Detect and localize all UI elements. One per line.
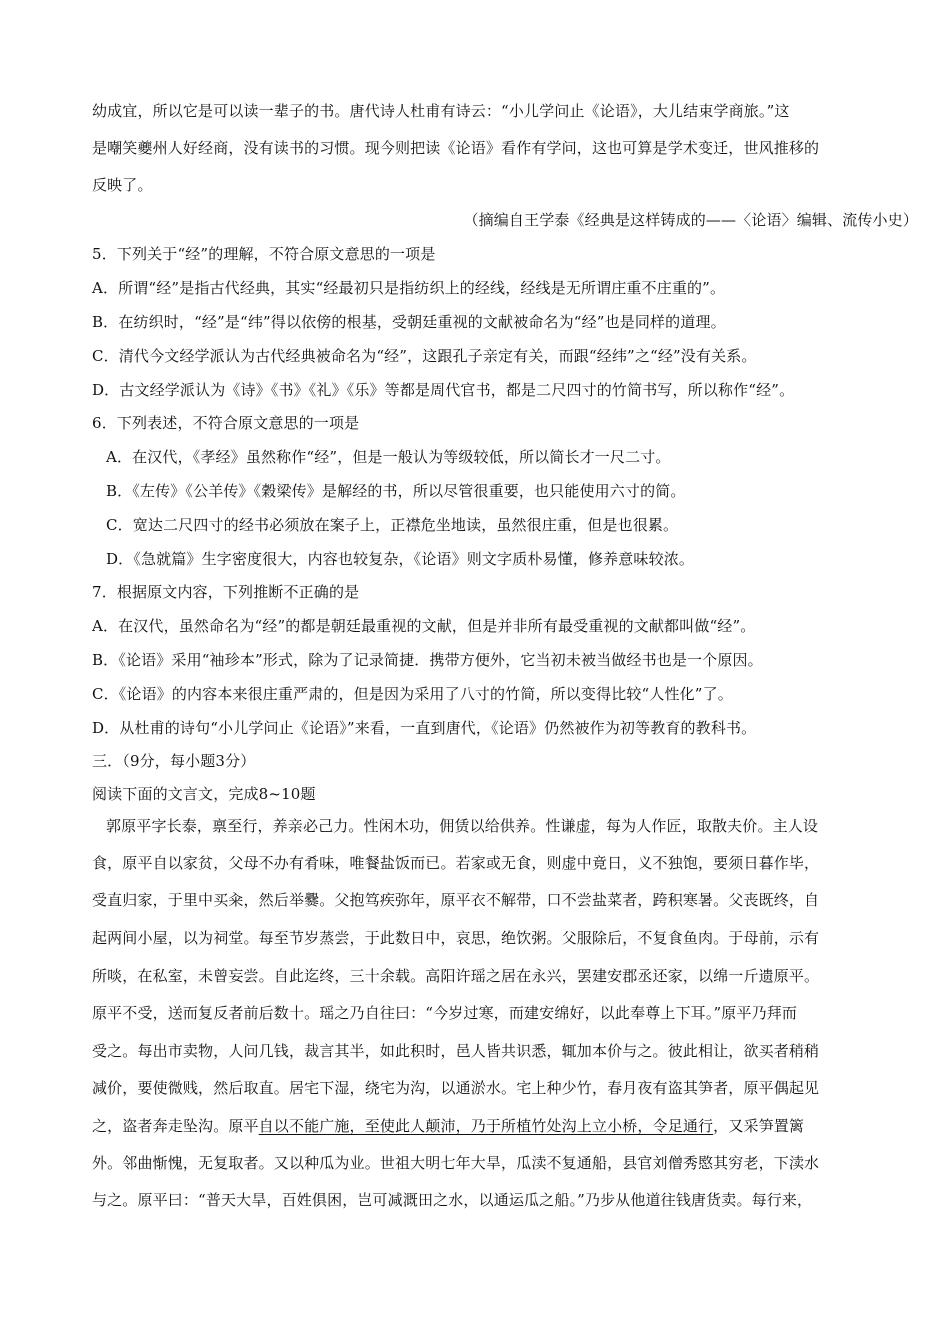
passage-line-3: 反映了。 [92,176,153,194]
question-5-stem: 5．下列关于“经”的理解，不符合原文意思的一项是 [92,245,436,263]
classical-text-line-9 [92,1116,922,1136]
question-6-option-c: C．宽达二尺四寸的经书必须放在案子上，正襟危坐地读，虽然很庄重，但是也很累。 [106,516,679,534]
question-6-stem: 6．下列表述，不符合原文意思的一项是 [92,414,360,432]
question-6-option-d: D．《急就篇》生字密度很大，内容也较复杂，《论语》则文字质朴易懂，修养意味较浓。 [106,550,695,568]
passage-source: （摘编自王学泰《经典是这样铸成的——〈论语〉编辑、流传小史） [463,211,918,229]
classical-text-line-9-start: 之，盗者奔走坠沟。原平 [92,1117,259,1135]
question-7-option-c: C．《论语》的内容本来很庄重严肃的，但是因为采用了八寸的竹简，所以变得比较“人性化”了。 [92,685,733,703]
question-5-option-a: A．所谓“经”是指古代经典，其实“经最初只是指纺织上的经线，经线是无所谓庄重不庄重的”。 [92,279,726,297]
question-6-option-a: A．在汉代，《孝经》虽然称作“经”，但是一般认为等级较低，所以简长才一尺二寸。 [106,448,671,466]
classical-text-line-11: 与之。原平曰：“普天大旱，百姓俱困，岂可减溉田之水，以通运瓜之船。”乃步从他道往钱唐货卖。每行来， [92,1191,813,1209]
question-7-stem: 7．根据原文内容，下列推断不正确的是 [92,583,360,601]
section-3-instruction: 阅读下面的文言文，完成8~10题 [92,785,316,803]
question-7-option-a: A．在汉代，虽然命名为“经”的都是朝廷最重视的文献，但是并非所有最受重视的文献都叫做“经”。 [92,617,756,635]
question-7-option-d: D．从杜甫的诗句“小儿学问止《论语》”来看，一直到唐代，《论语》仍然被作为初等教育的教科书。 [92,719,757,737]
question-5-option-d: D．古文经学派认为《诗》《书》《礼》《乐》等都是周代官书，都是二尺四寸的竹简书写，所以称作“经”。 [92,381,795,399]
classical-text-line-7: 受之。每出市卖物，人问几钱，裁言其半，如此积时，邑人皆共识悉，辄加本价与之。彼此相让，欲买者稍稍 [92,1042,820,1060]
classical-text-line-8: 减价，要使微贱，然后取直。居宅下湿，绕宅为沟，以通淤水。宅上种少竹，春月夜有盗其笋者，原平偶起见 [92,1079,820,1097]
section-3-heading: 三．（9分，每小题3分） [92,752,256,770]
classical-text-line-4: 起两间小屋，以为祠堂。每至节岁蒸尝，于此数日中，哀思，绝饮粥。父服除后，不复食鱼肉。于母前，示有 [92,929,820,947]
classical-text-line-6: 原平不受，送而复反者前后数十。瑶之乃自往曰：“今岁过寒，而建安绵好，以此奉尊上下耳。”原平乃拜而 [92,1004,798,1022]
classical-text-line-9-end: ，又采笋置篱 [713,1117,805,1135]
question-7-option-b: B．《论语》采用“袖珍本”形式，除为了记录简捷．携带方便外，它当初未被当做经书也是一个原因。 [92,651,763,669]
question-5-option-c: C．清代今文经学派认为古代经典被命名为“经”，这跟孔子亲定有关，而跟“经纬”之“经”没有关系。 [92,347,757,365]
question-5-option-b: B．在纺织时，“经”是“纬”得以依傍的根基，受朝廷重视的文献被命名为“经”也是同样的道理。 [92,313,726,331]
classical-text-line-5: 所啖，在私室，未曾妄尝。自此迄终，三十余载。高阳许瑶之居在永兴，罢建安郡丞还家，以绵一斤遗原平。 [92,967,820,985]
passage-line-2: 是嘲笑夔州人好经商，没有读书的习惯。现今则把读《论语》看作有学问，这也可算是学术变迁，世风推移的 [92,139,820,157]
passage-line-1: 幼成宜，所以它是可以读一辈子的书。唐代诗人杜甫有诗云：“小儿学问止《论语》，大儿结束学商旅。”这 [92,102,790,120]
question-6-option-b: B．《左传》《公羊传》《穀梁传》是解经的书，所以尽管很重要，也只能使用六寸的简。 [106,482,686,500]
classical-text-line-3: 受直归家，于里中买籴，然后举爨。父抱笃疾弥年，原平衣不解带，口不尝盐菜者，跨积寒暑。父丧既终，自 [92,891,820,909]
classical-text-line-1: 郭原平字长泰，禀至行，养亲必己力。性闲木功，佣赁以给供养。性谦虚，每为人作匠，取散夫价。主人设 [106,817,819,835]
underlined-translation-sentence: 自以不能广施，至使此人颠沛，乃于所植竹处沟上立小桥，令足通行 [258,1117,714,1135]
classical-text-line-10: 外。邻曲惭愧，无复取者。又以种瓜为业。世祖大明七年大旱，瓜渎不复通船，县官刘僧秀愍其穷老，下渎水 [92,1154,820,1172]
classical-text-line-2: 食，原平自以家贫，父母不办有肴味，唯餐盐饭而已。若家或无食，则虚中竟日，义不独饱，要须日暮作毕， [92,854,820,872]
